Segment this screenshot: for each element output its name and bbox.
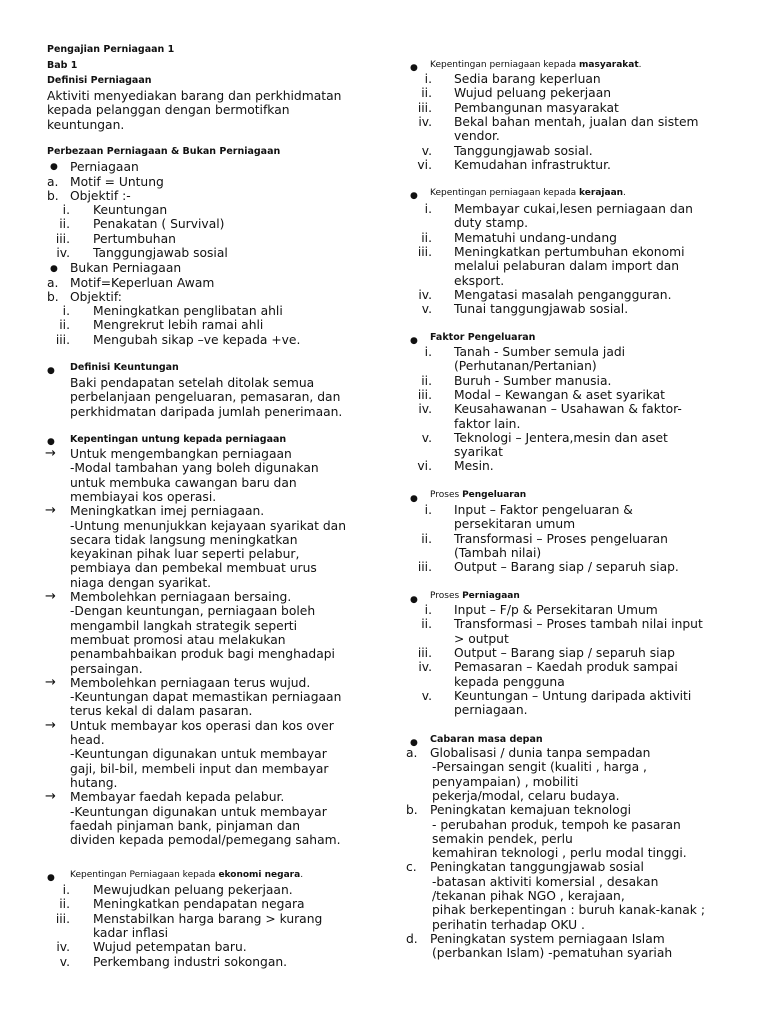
bullet-icon: ● — [50, 264, 58, 274]
list-item: kepada pengguna — [454, 674, 565, 689]
list-item: Tunai tanggungjawab sosial. — [454, 302, 629, 317]
page-title: Pengajian Perniagaan 1 — [47, 44, 175, 55]
list-marker: vi. — [417, 157, 432, 172]
list-item: -Dengan keuntungan, perniagaan boleh — [70, 604, 316, 619]
list-item: Objektif: — [70, 290, 122, 304]
list-item: Keusahawanan – Usahawan & faktor- — [454, 402, 682, 417]
list-marker: v. — [421, 302, 432, 317]
list-item: Meningkatkan pertumbuhan ekonomi — [454, 244, 685, 259]
list-item: Untuk membayar kos operasi dan kos over — [70, 718, 334, 733]
list-marker: iii. — [55, 911, 70, 926]
definition-text: kepada pelanggan dengan bermotifkan — [47, 103, 290, 118]
list-item: (Perhutanan/Pertanian) — [454, 359, 597, 374]
list-marker: v. — [421, 430, 432, 445]
list-item: Output – Barang siap / separuh siap — [454, 645, 675, 660]
list-item: Peningkatan tanggungjawab sosial — [430, 860, 644, 875]
arrow-right-icon: → — [45, 446, 56, 461]
list-marker: i. — [424, 603, 432, 617]
list-item: penyampaian) , mobiliti — [432, 774, 579, 789]
list-item: persaingan. — [70, 661, 143, 676]
list-item: perniagaan. — [454, 703, 528, 718]
heading-emphasis: ekonomi negara — [218, 870, 301, 880]
list-marker: b. — [406, 803, 418, 818]
arrow-right-icon: → — [45, 589, 56, 604]
list-marker: iii. — [417, 244, 432, 259]
list-marker: ii. — [59, 217, 70, 232]
list-item: Tanggungjawab sosial. — [454, 143, 593, 158]
list-item: Buruh - Sumber manusia. — [454, 373, 612, 388]
list-item: Bukan Perniagaan — [70, 261, 182, 275]
list-item: (perbankan Islam) -pematuhan syariah — [432, 946, 673, 961]
list-item: Kemudahan infrastruktur. — [454, 157, 611, 172]
list-item: Menstabilkan harga barang > kurang — [93, 911, 323, 926]
list-marker: i. — [424, 72, 432, 86]
list-item: Perniagaan — [70, 160, 139, 174]
section-heading: Faktor Pengeluaran — [430, 332, 536, 343]
section-heading — [430, 490, 526, 500]
heading-text: Proses — [430, 591, 463, 601]
list-item: terus kekal di dalam pasaran. — [70, 704, 253, 719]
list-item: Motif = Untung — [70, 175, 164, 189]
section-heading — [430, 188, 626, 198]
list-item: Globalisasi / dunia tanpa sempadan — [430, 746, 651, 760]
list-marker: iv. — [418, 660, 432, 675]
section-heading — [430, 60, 642, 70]
list-item: Membayar cukai,lesen perniagaan dan — [454, 202, 693, 216]
section-heading — [70, 870, 303, 880]
list-item: Output – Barang siap / separuh siap. — [454, 560, 679, 575]
list-marker: ii. — [421, 373, 432, 388]
list-item: kadar inflasi — [93, 925, 169, 940]
heading-emphasis: Pengeluaran — [462, 490, 527, 500]
list-marker: ii. — [59, 318, 70, 333]
list-marker: i. — [424, 202, 432, 216]
list-item: head. — [70, 733, 105, 747]
list-item: hutang. — [70, 775, 118, 790]
heading-emphasis: masyarakat — [579, 60, 639, 70]
list-marker: iv. — [418, 402, 432, 417]
list-item: kemahiran teknologi , perlu modal tinggi. — [432, 846, 687, 861]
list-marker: i. — [424, 345, 432, 359]
list-item: persekitaran umum — [454, 517, 576, 532]
list-marker: a. — [406, 746, 418, 760]
arrow-right-icon: → — [45, 717, 56, 733]
list-marker: iii. — [417, 100, 432, 115]
list-item: -Keuntungan dapat memastikan perniagaan — [70, 690, 342, 705]
list-item: penambahbaikan produk bagi menghadapi — [70, 647, 335, 662]
section-heading: Cabaran masa depan — [430, 734, 543, 745]
bullet-icon: ● — [50, 162, 58, 172]
list-item: secara tidak langsung meningkatkan — [70, 532, 298, 547]
list-marker: i. — [62, 203, 70, 217]
list-item: vendor. — [454, 129, 500, 144]
heading-text: . — [638, 60, 642, 70]
list-item: pembiaya dan pembekal membuat urus — [70, 561, 317, 576]
list-item: Untuk mengembangkan perniagaan — [70, 447, 292, 461]
list-item: Wujud peluang pekerjaan — [454, 86, 612, 101]
heading-text: Kepentingan perniagaan kepada — [430, 60, 580, 70]
list-item: -Persaingan sengit (kualiti , harga , — [432, 760, 647, 775]
list-item: Keuntungan — [93, 203, 168, 217]
list-marker: i. — [62, 883, 70, 897]
arrow-right-icon: → — [45, 674, 56, 690]
section-heading: Kepentingan untung kepada perniagaan — [70, 434, 287, 445]
bullet-icon: ● — [47, 366, 55, 376]
list-marker: ii. — [421, 86, 432, 101]
heading-text: Proses — [430, 490, 463, 500]
section-heading — [430, 591, 520, 601]
list-marker: iii. — [417, 560, 432, 575]
heading-text: . — [623, 188, 626, 198]
list-item: Pemasaran – Kaedah produk sampai — [454, 660, 678, 675]
list-item: Keuntungan – Untung daripada aktiviti — [454, 688, 692, 703]
bullet-icon: ● — [410, 738, 418, 748]
section-heading: Definisi Keuntungan — [70, 362, 179, 373]
list-item: faktor lain. — [454, 416, 521, 431]
list-item: mengambil langkah strategik seperti — [70, 618, 297, 633]
list-item: Motif=Keperluan Awam — [70, 276, 215, 290]
heading-text: . — [300, 870, 304, 880]
list-item: eksport. — [454, 273, 505, 288]
list-item: gaji, bil-bil, membeli input dan membayar — [70, 761, 329, 776]
list-marker: a. — [47, 276, 59, 290]
bullet-icon: ● — [410, 494, 418, 504]
list-item: Pembangunan masyarakat — [454, 100, 619, 115]
list-item: melalui pelaburan dalam import dan — [454, 259, 680, 274]
definition-text: keuntungan. — [47, 117, 125, 132]
list-item: Peningkatan system perniagaan Islam — [430, 931, 665, 946]
list-marker: iii. — [55, 332, 70, 347]
definition-text: perbelanjaan pengeluaran, pemasaran, dan — [70, 390, 341, 405]
list-item: Transformasi – Proses pengeluaran — [454, 531, 668, 546]
list-item: Mesin. — [454, 459, 494, 474]
list-marker: v. — [421, 143, 432, 158]
list-marker: d. — [406, 931, 418, 946]
definition-text: perkhidmatan daripada jumlah penerimaan. — [70, 404, 343, 419]
list-item: Meningkatkan pendapatan negara — [93, 897, 305, 912]
list-marker: b. — [47, 189, 59, 203]
list-marker: v. — [421, 688, 432, 703]
section-heading: Perbezaan Perniagaan & Bukan Perniagaan — [47, 146, 281, 157]
list-item: syarikat — [454, 445, 503, 460]
arrow-right-icon: → — [45, 789, 56, 805]
list-item: Transformasi – Proses tambah nilai input — [454, 617, 703, 632]
list-item: Input – F/p & Persekitaran Umum — [454, 603, 658, 617]
list-item: Teknologi – Jentera,mesin dan aset — [454, 430, 668, 445]
list-item: Sedia barang keperluan — [454, 72, 601, 86]
list-item: Mewujudkan peluang pekerjaan. — [93, 883, 293, 897]
list-item: Objektif :- — [70, 189, 131, 203]
list-item: Tanggungjawab sosial — [93, 245, 228, 260]
bullet-icon: ● — [410, 63, 418, 73]
heading-text: Kepentingan perniagaan kepada — [430, 188, 580, 198]
list-item: - perubahan produk, tempoh ke pasaran — [432, 817, 681, 832]
list-item: /tekanan pihak NGO , kerajaan, — [432, 889, 625, 903]
list-item: perihatin terhadap OKU . — [432, 917, 585, 932]
list-item: Meningkatkan imej perniagaan. — [70, 504, 265, 519]
list-item: Mengatasi masalah pengangguran. — [454, 287, 672, 302]
list-marker: c. — [406, 860, 417, 875]
bullet-icon: ● — [410, 191, 418, 201]
list-item: -Keuntungan digunakan untuk membayar — [70, 804, 327, 819]
list-item: niaga dengan syarikat. — [70, 575, 212, 590]
heading-emphasis: kerajaan — [579, 188, 624, 198]
definition-text: Aktiviti menyediakan barang dan perkhidmatan — [47, 89, 342, 103]
list-item: Tanah - Sumber semula jadi — [454, 345, 626, 359]
list-item: -batasan aktiviti komersial , desakan — [432, 874, 659, 889]
list-item: -Untung menunjukkan kejayaan syarikat dan — [70, 518, 347, 533]
list-item: membiayai kos operasi. — [70, 489, 217, 504]
arrow-right-icon: → — [45, 503, 56, 519]
list-marker: v. — [59, 954, 70, 969]
list-item: Perkembang industri sokongan. — [93, 954, 288, 969]
list-item: semakin pendek, perlu — [432, 831, 573, 846]
list-marker: ii. — [421, 617, 432, 632]
heading-text: Kepentingan Perniagaan kepada — [70, 870, 219, 880]
list-item: Bekal bahan mentah, jualan dan sistem — [454, 114, 699, 129]
list-item: Wujud petempatan baru. — [93, 940, 247, 955]
bullet-icon: ● — [47, 873, 55, 883]
list-marker: i. — [62, 304, 70, 318]
heading-emphasis: Perniagaan — [462, 591, 520, 601]
bullet-icon: ● — [410, 595, 418, 605]
list-item: (Tambah nilai) — [454, 545, 542, 560]
chapter-label: Bab 1 — [47, 60, 78, 71]
section-heading: Definisi Perniagaan — [47, 75, 152, 86]
list-item: Mengubah sikap –ve kepada +ve. — [93, 332, 301, 347]
list-item: -Modal tambahan yang boleh digunakan — [70, 461, 319, 476]
list-marker: ii. — [59, 897, 70, 912]
definition-text: Baki pendapatan setelah ditolak semua — [70, 376, 315, 390]
list-marker: ii. — [421, 531, 432, 546]
bullet-icon: ● — [410, 336, 418, 346]
list-marker: vi. — [417, 459, 432, 474]
list-marker: iii. — [417, 387, 432, 402]
list-marker: i. — [424, 503, 432, 517]
list-marker: iv. — [418, 114, 432, 129]
list-item: Penakatan ( Survival) — [93, 217, 225, 232]
list-item: > output — [454, 631, 509, 646]
list-marker: iv. — [56, 940, 70, 955]
list-item: Membolehkan perniagaan terus wujud. — [70, 675, 311, 690]
list-marker: iv. — [418, 287, 432, 302]
list-item: Peningkatan kemajuan teknologi — [430, 803, 632, 818]
list-item: Mengrekrut lebih ramai ahli — [93, 318, 264, 333]
list-item: Membolehkan perniagaan bersaing. — [70, 590, 292, 604]
list-item: Membayar faedah kepada pelabur. — [70, 790, 285, 805]
list-item: untuk membuka cawangan baru dan — [70, 475, 297, 490]
list-marker: iv. — [56, 245, 70, 260]
list-item: Modal – Kewangan & aset syarikat — [454, 387, 665, 402]
list-item: membuat promosi atau melakukan — [70, 632, 286, 647]
list-marker: b. — [47, 290, 59, 304]
list-item: pihak berkepentingan : buruh kanak-kanak ; — [432, 903, 705, 918]
list-item: Input – Faktor pengeluaran & — [454, 503, 633, 517]
list-item: Mematuhi undang-undang — [454, 230, 617, 245]
list-item: keyakinan pihak luar seperti pelabur, — [70, 547, 300, 562]
bullet-icon: ● — [47, 437, 55, 447]
list-item: Meningkatkan penglibatan ahli — [93, 304, 283, 318]
list-marker: iii. — [55, 231, 70, 246]
list-item: faedah pinjaman bank, pinjaman dan — [70, 818, 301, 833]
list-item: dividen kepada pemodal/pemegang saham. — [70, 833, 341, 848]
list-item: pekerja/modal, celaru budaya. — [432, 788, 620, 803]
list-marker: iii. — [417, 645, 432, 660]
list-item: Pertumbuhan — [93, 231, 176, 246]
list-marker: ii. — [421, 230, 432, 245]
list-item: -Keuntungan digunakan untuk membayar — [70, 747, 327, 762]
list-item: duty stamp. — [454, 216, 529, 231]
list-marker: a. — [47, 175, 59, 189]
